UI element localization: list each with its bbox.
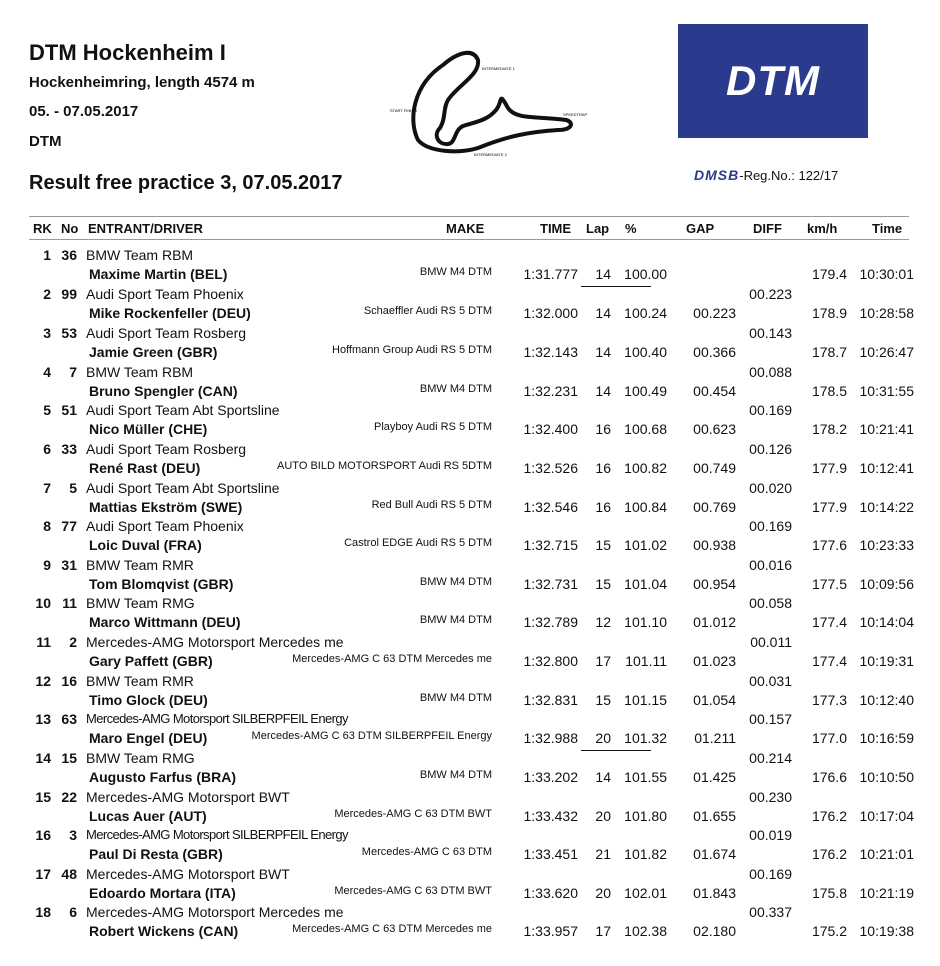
intermediate-1-label: INTERMEDIATE 1	[482, 66, 515, 71]
lap-number: 14	[595, 266, 611, 282]
lap-number: 12	[595, 614, 611, 630]
team-name: BMW Team RMG	[86, 750, 195, 766]
time-of-day: 10:28:58	[859, 305, 914, 321]
time-of-day: 10:23:33	[859, 537, 914, 553]
car-make: BMW M4 DTM	[419, 692, 492, 704]
percent: 101.80	[624, 808, 667, 824]
diff: 00.058	[749, 595, 792, 611]
team-name: Mercedes-AMG Motorsport SILBERPFEIL Energy	[86, 711, 348, 726]
time-of-day: 10:12:40	[859, 692, 914, 708]
driver-name: Tom Blomqvist (GBR)	[89, 576, 234, 592]
driver-name: René Rast (DEU)	[89, 460, 201, 476]
gap: 01.012	[693, 614, 736, 630]
diff: 00.011	[750, 634, 792, 650]
gap: 00.954	[693, 576, 736, 592]
percent: 101.02	[624, 537, 667, 553]
percent: 101.11	[625, 653, 667, 669]
car-make: Red Bull Audi RS 5 DTM	[371, 499, 492, 511]
rank: 8	[43, 518, 51, 534]
time-of-day: 10:21:19	[859, 885, 914, 901]
result-title: Result free practice 3, 07.05.2017	[29, 172, 343, 194]
percent: 102.01	[624, 885, 667, 901]
car-make: Mercedes-AMG C 63 DTM SILBERPFEIL Energy	[251, 730, 492, 742]
result-row	[0, 441, 940, 480]
driver-name: Loic Duval (FRA)	[89, 537, 202, 553]
rank: 3	[43, 325, 51, 341]
result-row	[0, 247, 940, 286]
team-name: Mercedes-AMG Motorsport Mercedes me	[86, 634, 344, 650]
rank: 14	[35, 750, 51, 766]
driver-name: Nico Müller (CHE)	[89, 421, 208, 437]
lap-time: 1:32.800	[523, 653, 578, 669]
lap-number: 20	[595, 730, 611, 746]
col-time: TIME	[540, 221, 572, 236]
result-row	[0, 557, 940, 596]
result-row	[0, 634, 940, 673]
team-name: Mercedes-AMG Motorsport BWT	[86, 866, 290, 882]
team-name: Audi Sport Team Phoenix	[86, 286, 244, 302]
rank: 6	[43, 441, 51, 457]
speed: 178.9	[811, 305, 847, 321]
diff: 00.031	[749, 673, 792, 689]
time-of-day: 10:19:38	[859, 923, 914, 939]
car-make: Castrol EDGE Audi RS 5 DTM	[344, 537, 492, 549]
driver-name: Jamie Green (GBR)	[89, 344, 218, 360]
lap-time: 1:32.000	[523, 305, 578, 321]
lap-time: 1:33.957	[523, 923, 578, 939]
gap: 01.425	[693, 769, 736, 785]
time-of-day: 10:30:01	[859, 266, 914, 282]
driver-name: Augusto Farfus (BRA)	[89, 769, 236, 785]
result-row	[0, 480, 940, 519]
team-name: BMW Team RMR	[86, 557, 194, 573]
lap-number: 20	[595, 808, 611, 824]
car-number: 77	[61, 518, 77, 534]
car-make: Mercedes-AMG C 63 DTM	[361, 846, 492, 858]
gap: 02.180	[693, 923, 736, 939]
car-make: BMW M4 DTM	[419, 576, 492, 588]
diff: 00.020	[749, 480, 792, 496]
percent: 102.38	[624, 923, 667, 939]
lap-number: 16	[595, 421, 611, 437]
rank: 11	[36, 634, 51, 650]
team-name: Audi Sport Team Abt Sportsline	[86, 480, 280, 496]
gap: 01.843	[693, 885, 736, 901]
team-name: Audi Sport Team Phoenix	[86, 518, 244, 534]
lap-time: 1:33.620	[523, 885, 578, 901]
lap-time: 1:33.432	[523, 808, 578, 824]
result-row	[0, 286, 940, 325]
speed: 177.9	[811, 499, 847, 515]
series-name: DTM	[29, 133, 62, 150]
team-name: BMW Team RMG	[86, 595, 195, 611]
speed: 177.4	[811, 653, 847, 669]
car-make: BMW M4 DTM	[419, 614, 492, 626]
lap-time: 1:32.789	[523, 614, 578, 630]
lap-number: 17	[595, 923, 611, 939]
speed: 177.4	[811, 614, 847, 630]
rank: 9	[43, 557, 51, 573]
time-of-day: 10:14:04	[859, 614, 914, 630]
lap-number: 14	[595, 769, 611, 785]
percent: 101.10	[624, 614, 667, 630]
time-of-day: 10:31:55	[859, 383, 914, 399]
car-number: 16	[61, 673, 77, 689]
lap-time: 1:32.400	[523, 421, 578, 437]
gap: 01.655	[693, 808, 736, 824]
car-number: 51	[61, 402, 77, 418]
lap-time: 1:32.988	[523, 730, 578, 746]
driver-name: Maro Engel (DEU)	[89, 730, 208, 746]
team-name: BMW Team RBM	[86, 364, 194, 380]
diff: 00.230	[749, 789, 792, 805]
driver-name: Marco Wittmann (DEU)	[89, 614, 241, 630]
car-make: Mercedes-AMG C 63 DTM BWT	[334, 885, 492, 897]
result-row	[0, 750, 940, 789]
car-number: 48	[61, 866, 77, 882]
time-of-day: 10:09:56	[859, 576, 914, 592]
time-of-day: 10:16:59	[859, 730, 914, 746]
gap: 00.223	[693, 305, 736, 321]
diff: 00.157	[749, 711, 792, 727]
time-of-day: 10:17:04	[859, 808, 914, 824]
col-no: No	[61, 221, 79, 236]
result-row	[0, 325, 940, 364]
car-make: BMW M4 DTM	[419, 266, 492, 278]
col-lap: Lap	[586, 221, 610, 236]
lap-number: 17	[595, 653, 611, 669]
gap: 01.023	[693, 653, 736, 669]
car-number: 5	[69, 480, 77, 496]
diff: 00.169	[749, 866, 792, 882]
speed: 177.6	[811, 537, 847, 553]
speed: 178.5	[811, 383, 847, 399]
car-make: AUTO BILD MOTORSPORT Audi RS 5DTM	[277, 460, 492, 472]
speedtrap-label: SPEEDTRAP	[563, 112, 588, 117]
percent: 100.24	[624, 305, 667, 321]
team-name: BMW Team RBM	[86, 247, 194, 263]
col-make: MAKE	[446, 221, 485, 236]
driver-name: Edoardo Mortara (ITA)	[89, 885, 236, 901]
header-rule-top	[29, 216, 909, 217]
col-pct: %	[625, 221, 637, 236]
lap-number: 16	[595, 460, 611, 476]
percent: 100.40	[624, 344, 667, 360]
time-of-day: 10:26:47	[859, 344, 914, 360]
rank: 4	[43, 364, 51, 380]
time-of-day: 10:14:22	[859, 499, 914, 515]
percent: 101.32	[624, 730, 667, 746]
car-number: 11	[62, 595, 77, 611]
gap: 00.749	[693, 460, 736, 476]
dmsb-logo-text: DMSB	[694, 167, 740, 183]
gap: 00.366	[693, 344, 736, 360]
diff: 00.016	[749, 557, 792, 573]
diff: 00.169	[749, 402, 792, 418]
speed: 176.2	[811, 846, 847, 862]
time-of-day: 10:21:41	[859, 421, 914, 437]
car-make: Mercedes-AMG C 63 DTM Mercedes me	[292, 923, 492, 935]
car-number: 7	[69, 364, 77, 380]
dtm-logo	[678, 24, 868, 138]
lap-number: 21	[595, 846, 611, 862]
track-map	[388, 40, 588, 165]
car-number: 3	[69, 827, 77, 843]
lap-time: 1:33.451	[523, 846, 578, 862]
speed: 177.9	[811, 460, 847, 476]
time-of-day: 10:19:31	[859, 653, 914, 669]
speed: 178.2	[811, 421, 847, 437]
driver-name: Robert Wickens (CAN)	[89, 923, 239, 939]
lap-number: 14	[595, 383, 611, 399]
car-number: 31	[61, 557, 77, 573]
lap-time: 1:32.731	[523, 576, 578, 592]
car-number: 36	[61, 247, 77, 263]
result-row	[0, 711, 940, 750]
event-title: DTM Hockenheim I	[29, 40, 226, 65]
speed: 177.5	[811, 576, 847, 592]
result-row	[0, 673, 940, 712]
car-make: Playboy Audi RS 5 DTM	[374, 421, 492, 433]
percent: 100.82	[624, 460, 667, 476]
lap-number: 20	[595, 885, 611, 901]
team-name: Audi Sport Team Rosberg	[86, 325, 247, 341]
lap-time: 1:32.231	[523, 383, 578, 399]
speed: 177.0	[811, 730, 847, 746]
car-make: Mercedes-AMG C 63 DTM BWT	[334, 808, 492, 820]
speed: 179.4	[811, 266, 847, 282]
lap-time: 1:33.202	[523, 769, 578, 785]
lap-time: 1:32.715	[523, 537, 578, 553]
lap-number: 15	[595, 692, 611, 708]
header-rule-bottom	[29, 239, 909, 240]
driver-name: Gary Paffett (GBR)	[89, 653, 213, 669]
rank: 17	[35, 866, 51, 882]
col-entrant: ENTRANT/DRIVER	[88, 221, 203, 236]
diff: 00.126	[749, 441, 792, 457]
percent: 100.00	[624, 266, 667, 282]
rank: 5	[43, 402, 51, 418]
gap: 01.054	[693, 692, 736, 708]
driver-name: Lucas Auer (AUT)	[89, 808, 207, 824]
event-dates: 05. - 07.05.2017	[29, 103, 139, 120]
time-of-day: 10:21:01	[859, 846, 914, 862]
car-number: 53	[61, 325, 77, 341]
rank: 12	[35, 673, 51, 689]
lap-number: 16	[595, 499, 611, 515]
time-of-day: 10:12:41	[859, 460, 914, 476]
lap-time: 1:32.143	[523, 344, 578, 360]
speed: 175.8	[811, 885, 847, 901]
speed: 177.3	[811, 692, 847, 708]
speed: 176.6	[811, 769, 847, 785]
time-of-day: 10:10:50	[859, 769, 914, 785]
car-make: Mercedes-AMG C 63 DTM Mercedes me	[292, 653, 492, 665]
gap: 01.211	[694, 730, 736, 746]
lap-number: 14	[595, 305, 611, 321]
start-finish-label: START FINISH	[390, 108, 417, 113]
rank: 10	[35, 595, 51, 611]
rank: 16	[35, 827, 51, 843]
rank: 18	[35, 904, 51, 920]
result-row	[0, 595, 940, 634]
team-name: Mercedes-AMG Motorsport Mercedes me	[86, 904, 344, 920]
team-name: Mercedes-AMG Motorsport BWT	[86, 789, 290, 805]
car-number: 15	[61, 750, 77, 766]
result-row	[0, 827, 940, 866]
driver-name: Mattias Ekström (SWE)	[89, 499, 243, 515]
diff: 00.223	[749, 286, 792, 302]
percent: 101.04	[624, 576, 667, 592]
car-number: 2	[69, 634, 77, 650]
lap-time: 1:31.777	[523, 266, 578, 282]
car-make: Schaeffler Audi RS 5 DTM	[363, 305, 492, 317]
car-number: 6	[69, 904, 77, 920]
result-row	[0, 866, 940, 905]
lap-number: 14	[595, 344, 611, 360]
result-row	[0, 402, 940, 441]
speed: 178.7	[811, 344, 847, 360]
col-gap: GAP	[686, 221, 715, 236]
driver-name: Timo Glock (DEU)	[89, 692, 208, 708]
car-number: 99	[61, 286, 77, 302]
driver-name: Paul Di Resta (GBR)	[89, 846, 223, 862]
diff: 00.143	[749, 325, 792, 341]
result-row	[0, 364, 940, 403]
rank: 7	[43, 480, 51, 496]
car-number: 33	[61, 441, 77, 457]
diff: 00.088	[749, 364, 792, 380]
driver-name: Bruno Spengler (CAN)	[89, 383, 238, 399]
col-clock: Time	[872, 221, 903, 236]
reg-no: -Reg.No.: 122/17	[739, 168, 839, 183]
gap: 01.674	[693, 846, 736, 862]
rank: 1	[43, 247, 51, 263]
percent: 101.55	[624, 769, 667, 785]
percent: 101.82	[624, 846, 667, 862]
lap-time: 1:32.831	[523, 692, 578, 708]
diff: 00.214	[749, 750, 792, 766]
lap-time: 1:32.546	[523, 499, 578, 515]
rank: 13	[35, 711, 51, 727]
gap: 00.623	[693, 421, 736, 437]
team-name: Mercedes-AMG Motorsport SILBERPFEIL Energy	[86, 827, 348, 842]
registration-number	[694, 167, 838, 183]
gap: 00.454	[693, 383, 736, 399]
lap-number: 15	[595, 537, 611, 553]
team-name: Audi Sport Team Abt Sportsline	[86, 402, 280, 418]
team-name: Audi Sport Team Rosberg	[86, 441, 247, 457]
speed: 175.2	[811, 923, 847, 939]
percent: 100.49	[624, 383, 667, 399]
diff: 00.337	[749, 904, 792, 920]
percent: 100.84	[624, 499, 667, 515]
result-row	[0, 518, 940, 557]
gap: 00.769	[693, 499, 736, 515]
percent: 100.68	[624, 421, 667, 437]
result-row	[0, 904, 940, 943]
intermediate-2-label: INTERMEDIATE 2	[474, 152, 507, 157]
team-name: BMW Team RMR	[86, 673, 194, 689]
rank: 15	[35, 789, 51, 805]
diff: 00.019	[749, 827, 792, 843]
result-row	[0, 789, 940, 828]
percent: 101.15	[624, 692, 667, 708]
speed: 176.2	[811, 808, 847, 824]
diff: 00.169	[749, 518, 792, 534]
logo-text: DTM	[726, 57, 820, 104]
venue-info: Hockenheimring, length 4574 m	[29, 74, 255, 91]
car-make: BMW M4 DTM	[419, 383, 492, 395]
col-rk: RK	[33, 221, 52, 236]
driver-name: Mike Rockenfeller (DEU)	[89, 305, 251, 321]
lap-time: 1:32.526	[523, 460, 578, 476]
car-make: BMW M4 DTM	[419, 769, 492, 781]
rank: 2	[43, 286, 51, 302]
car-number: 63	[61, 711, 77, 727]
col-diff: DIFF	[753, 221, 782, 236]
car-make: Hoffmann Group Audi RS 5 DTM	[332, 344, 492, 356]
col-kmh: km/h	[807, 221, 838, 236]
car-number: 22	[61, 789, 77, 805]
gap: 00.938	[693, 537, 736, 553]
driver-name: Maxime Martin (BEL)	[89, 266, 228, 282]
lap-number: 15	[595, 576, 611, 592]
